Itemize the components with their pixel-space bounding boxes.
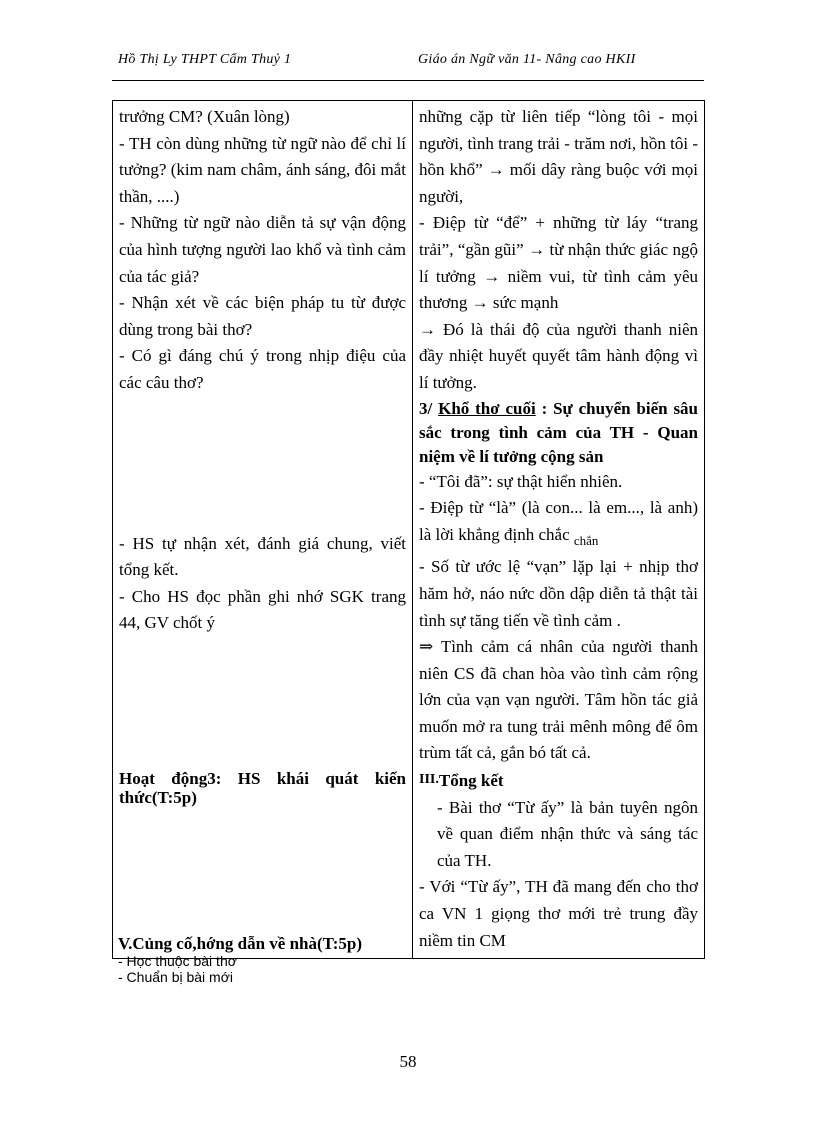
consolidation-item-2: - Chuẩn bị bài mới xyxy=(118,969,234,985)
content-p5-sub: chắn xyxy=(573,532,599,548)
section-3-number: 3/ xyxy=(419,398,433,418)
content-p5-main: - Điệp từ “là” (là con... là em..., là anh) là lời khẳng định chắc xyxy=(419,498,698,544)
content-p9: - Với “Từ ấy”, TH đã mang đến cho thơ ca VN 1 giọng thơ mới trẻ trung đầy niềm tin CM xyxy=(419,877,698,950)
header-rule xyxy=(112,80,704,81)
question-6: - HS tự nhận xét, đánh giá chung, viết tổng kết. xyxy=(119,533,406,580)
question-4: - Nhận xét về các biện pháp tu từ được dùng trong bài thơ? xyxy=(119,293,406,339)
content-column xyxy=(413,101,705,959)
content-p5 xyxy=(419,495,698,554)
consolidation-item-1: - Học thuộc bài thơ xyxy=(118,952,237,969)
section-3-title: Khổ thơ cuối xyxy=(438,398,536,418)
section-3-subtitle: : Sự chuyển biến sâu sắc trong tình cảm của TH - Quan niệm về lí tưởng cộng sản xyxy=(419,398,699,466)
content-p8: - Bài thơ “Từ ấy” là bản tuyên ngôn về quan điểm nhận thức và sáng tác của TH. xyxy=(437,797,698,870)
lesson-table xyxy=(112,100,705,959)
section-III-title: Tổng kết xyxy=(438,771,504,791)
content-p7: ⇒ Tình cảm cá nhân của người thanh niên CS đã chan hòa vào tình cảm rộng lớn của vạn vạn người. Tâm hồn tác giả muốn mở ra tung trải mênh mông để ôm trùm tất cả, gắn bó tất cả. xyxy=(419,637,698,763)
content-p6: - Số từ ước lệ “vạn” lặp lại + nhịp thơ hăm hở, náo nức dồn dập diễn tả thật tài tình sự tăng tiến về tình cảm . xyxy=(419,557,698,630)
section-III-number: III. xyxy=(419,772,439,788)
content-p4: - “Tôi đã”: sự thật hiển nhiên. xyxy=(419,471,623,491)
question-7: - Cho HS đọc phần ghi nhớ SGK trang 44, GV chốt ý xyxy=(119,586,406,633)
header-right: Giáo án Ngữ văn 11- Nâng cao HKII xyxy=(418,52,636,67)
header-left: Hồ Thị Ly THPT Cẩm Thuỷ 1 xyxy=(118,52,292,67)
content-p1: những cặp từ liên tiếp “lòng tôi - mọi người, tình trang trải - trăm nơi, hồn tôi - hồn khổ” → mối dây ràng buộc với mọi người, xyxy=(419,107,698,206)
content-p3: → Đó là thái độ của người thanh niên đầy nhiệt huyết quyết tâm hành động vì lí tưởng. xyxy=(419,319,698,392)
consolidation-section xyxy=(118,936,362,986)
activity-3-heading: Hoạt động3: HS khái quát kiến thức(T:5p) xyxy=(119,768,406,807)
spacer xyxy=(119,637,406,769)
spacer xyxy=(119,397,406,531)
question-1: trưởng CM? (Xuân lòng) xyxy=(119,107,290,126)
consolidation-title: V.Củng cố,hớng dẫn về nhà(T:5p) xyxy=(118,934,363,953)
question-2: - TH còn dùng những từ ngữ nào để chỉ lí tưởng? (kim nam châm, ánh sáng, đôi mắt thần, ....) xyxy=(119,133,406,206)
section-3-heading xyxy=(419,397,698,469)
section-III-heading xyxy=(419,767,698,795)
teacher-activity-column xyxy=(113,101,413,959)
page-number: 58 xyxy=(399,1052,417,1071)
content-p2: - Điệp từ “để” + những từ láy “trang trải”, “gần gũi” → từ nhận thức giác ngộ lí tưởng → niềm vui, từ tình cảm yêu thương → sức mạnh xyxy=(419,213,698,313)
question-5: - Có gì đáng chú ý trong nhịp điệu của các câu thơ? xyxy=(119,346,406,392)
question-3: - Những từ ngữ nào diễn tả sự vận động của hình tượng người lao khổ và tình cảm của tác giả? xyxy=(119,213,406,286)
